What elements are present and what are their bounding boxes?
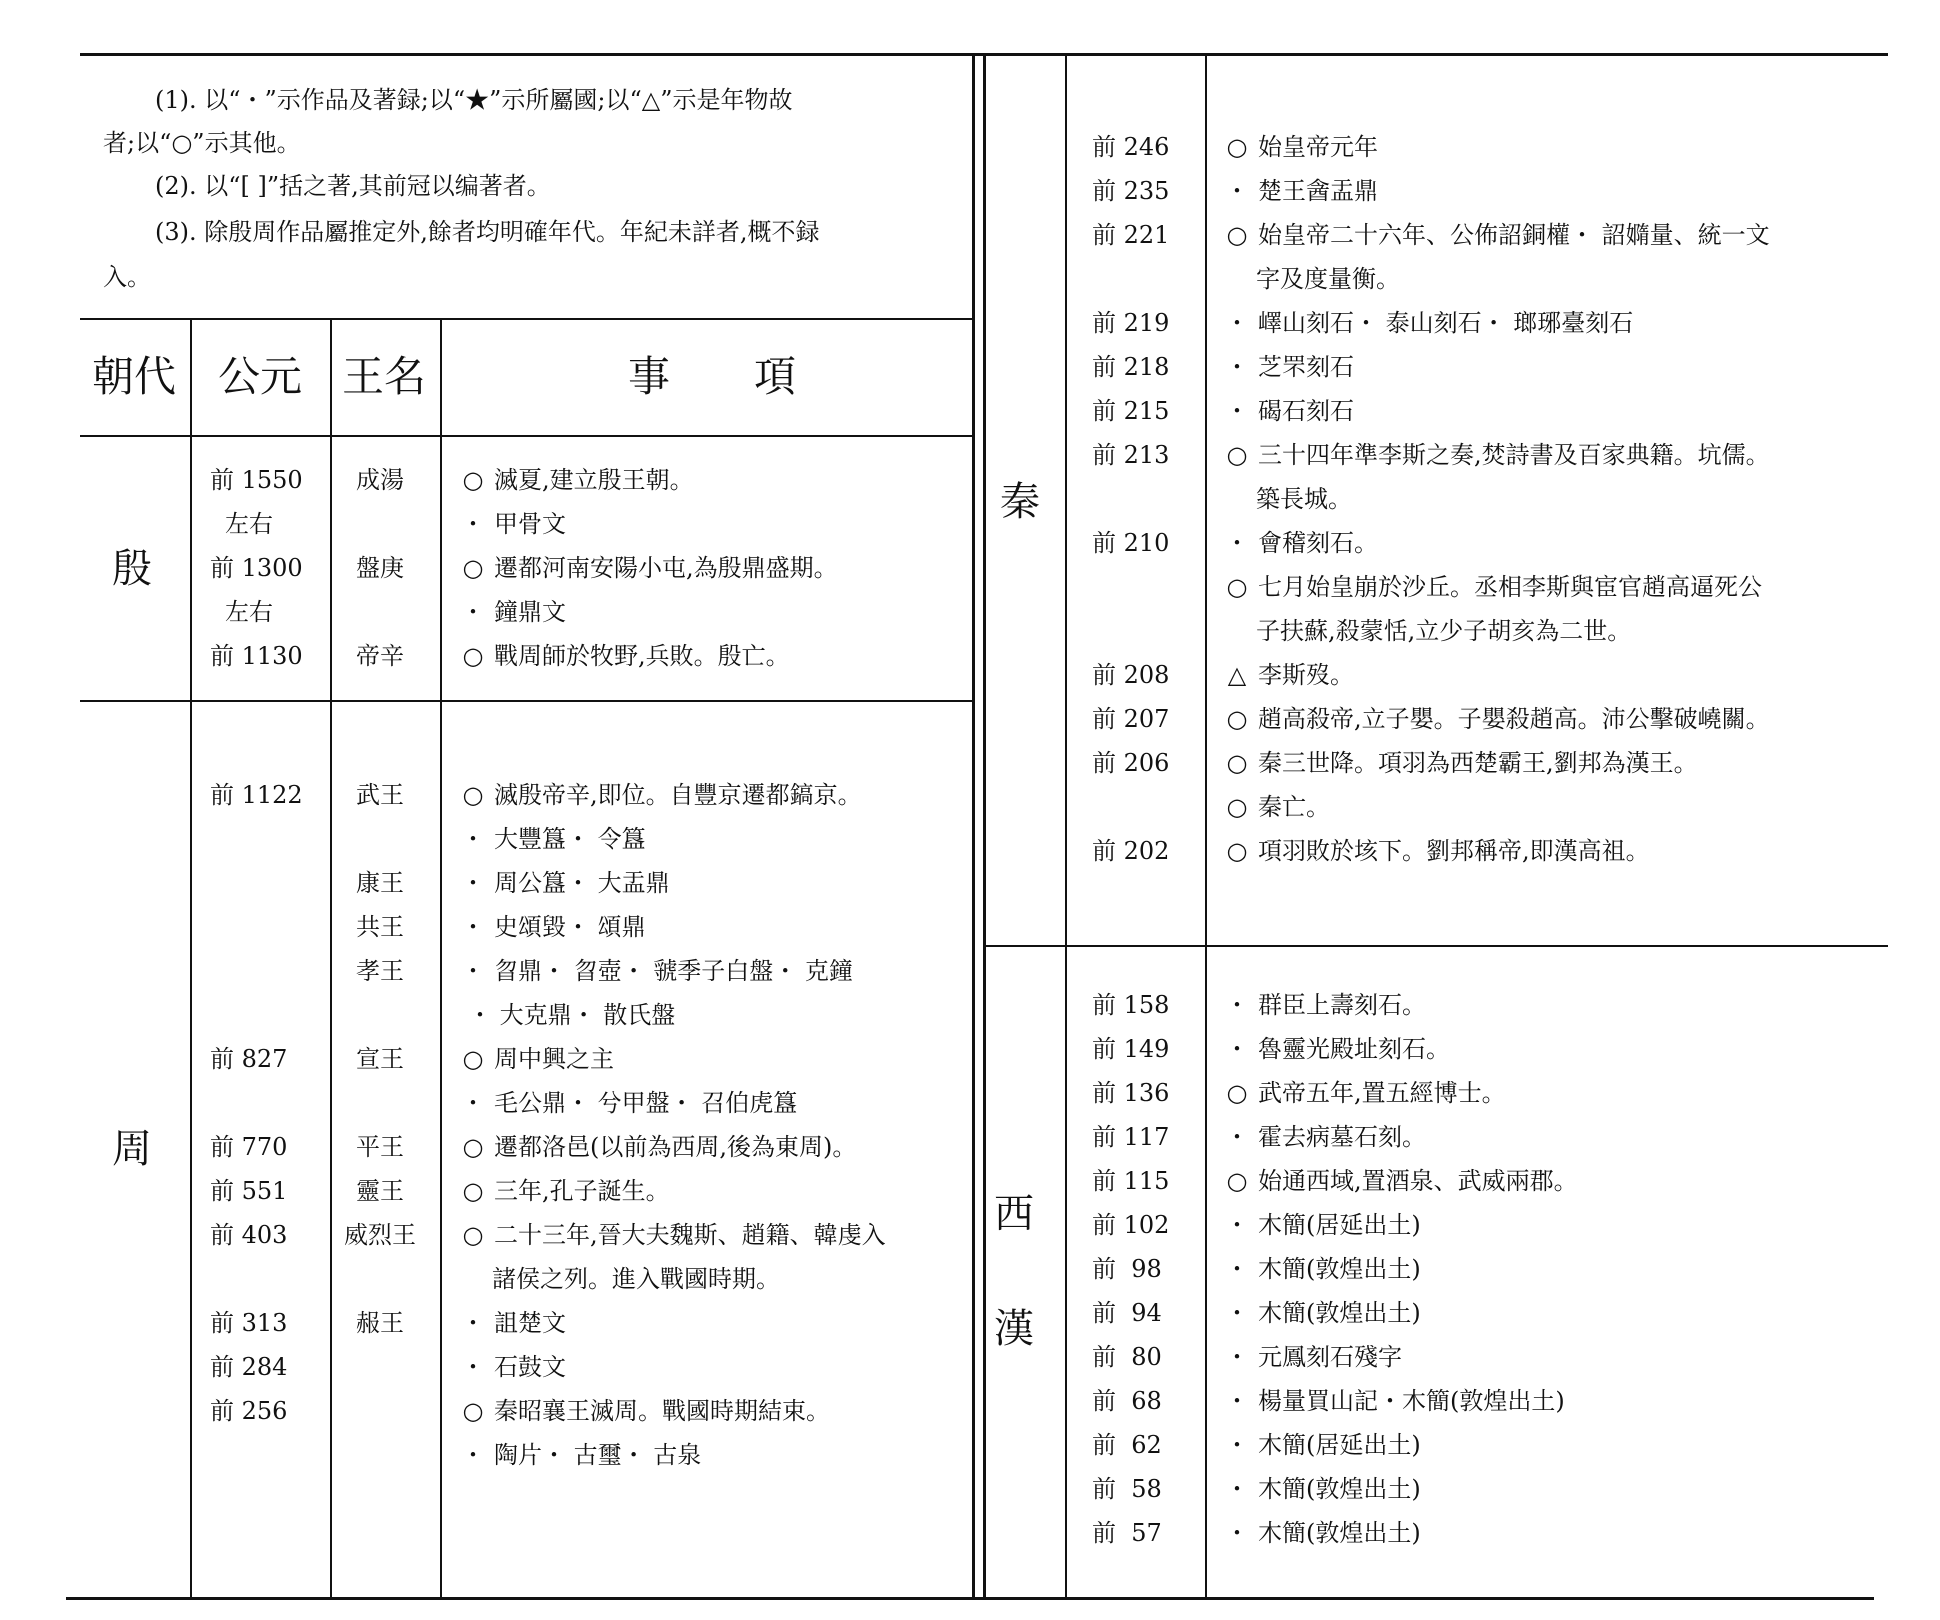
event-text: 子扶蘇,殺蒙恬,立少子胡亥為二世。 bbox=[1256, 617, 1632, 645]
event-text: 木簡(敦煌出土) bbox=[1258, 1255, 1421, 1283]
center-divider-a bbox=[972, 55, 975, 1599]
event-symbol: ・ bbox=[1225, 1475, 1249, 1503]
event-symbol: ・ bbox=[1225, 353, 1249, 381]
header-king: 王名 bbox=[342, 352, 427, 401]
year-cell: 前 246 bbox=[1092, 133, 1170, 161]
event-cell bbox=[458, 1308, 566, 1338]
event-cell bbox=[1222, 440, 1770, 470]
event-cell bbox=[458, 1176, 670, 1206]
event-symbol: ○ bbox=[462, 1133, 484, 1161]
event-cell bbox=[458, 1088, 797, 1118]
king-cell: 靈王 bbox=[356, 1177, 404, 1205]
year-cell: 前 219 bbox=[1092, 309, 1170, 337]
event-text: 始皇帝二十六年、公佈詔銅權・ 詔嫷量、統一文 bbox=[1258, 221, 1770, 249]
event-text: 魯靈光殿址刻石。 bbox=[1258, 1035, 1450, 1063]
event-symbol: ・ bbox=[1225, 1343, 1249, 1371]
dynasty-xihan-2: 漢 bbox=[994, 1306, 1034, 1352]
year-cell: 前 551 bbox=[210, 1177, 288, 1205]
event-cell bbox=[1222, 1474, 1421, 1504]
event-text: 三十四年準李斯之奏,焚詩書及百家典籍。坑儒。 bbox=[1258, 441, 1770, 469]
event-cell bbox=[1222, 396, 1354, 426]
event-text: 史頌毀・ 頌鼎 bbox=[494, 913, 646, 941]
event-cell bbox=[1222, 660, 1354, 690]
king-cell: 康王 bbox=[356, 869, 404, 897]
event-symbol: ・ bbox=[1225, 1123, 1249, 1151]
year-cell: 前 62 bbox=[1092, 1431, 1162, 1459]
event-cell bbox=[1222, 1386, 1565, 1416]
king-cell: 平王 bbox=[356, 1133, 404, 1161]
year-cell: 前 117 bbox=[1092, 1123, 1170, 1151]
event-text: 詛楚文 bbox=[494, 1309, 566, 1337]
year-cell: 前 136 bbox=[1092, 1079, 1170, 1107]
event-symbol: ・ bbox=[461, 598, 485, 626]
year-cell: 前 102 bbox=[1092, 1211, 1170, 1239]
event-symbol: ○ bbox=[1226, 1079, 1248, 1107]
event-text: 石鼓文 bbox=[494, 1353, 566, 1381]
event-text: 秦三世降。項羽為西楚霸王,劉邦為漢王。 bbox=[1258, 749, 1698, 777]
year-cell: 前 149 bbox=[1092, 1035, 1170, 1063]
event-cell bbox=[1222, 352, 1354, 382]
event-symbol: ○ bbox=[1226, 573, 1248, 601]
event-cell bbox=[458, 1220, 886, 1250]
event-text: 木簡(居延出土) bbox=[1258, 1211, 1421, 1239]
event-cell bbox=[458, 1000, 675, 1030]
king-cell: 盤庚 bbox=[356, 554, 404, 582]
event-cell bbox=[1222, 1166, 1578, 1196]
event-text: 始皇帝元年 bbox=[1258, 133, 1378, 161]
year-cell: 前 98 bbox=[1092, 1255, 1162, 1283]
event-cell bbox=[458, 509, 566, 539]
event-cell bbox=[1222, 704, 1770, 734]
year-cell: 前 770 bbox=[210, 1133, 288, 1161]
header-year: 公元 bbox=[218, 352, 303, 401]
event-symbol: ○ bbox=[462, 1221, 484, 1249]
event-cell bbox=[1222, 264, 1400, 294]
event-symbol: ・ bbox=[1225, 397, 1249, 425]
year-cell: 前 235 bbox=[1092, 177, 1170, 205]
center-divider-b bbox=[983, 55, 986, 1599]
event-symbol: ○ bbox=[1226, 705, 1248, 733]
left-col-rule-3 bbox=[440, 318, 442, 1599]
dynasty-xihan-1: 西 bbox=[994, 1191, 1034, 1237]
event-text: 諸侯之列。進入戰國時期。 bbox=[492, 1265, 780, 1293]
year-cell: 前 1122 bbox=[210, 781, 303, 809]
year-cell: 前 218 bbox=[1092, 353, 1170, 381]
event-symbol: ○ bbox=[462, 781, 484, 809]
event-symbol: ・ bbox=[461, 1309, 485, 1337]
event-cell bbox=[1222, 1430, 1421, 1460]
event-cell bbox=[458, 868, 670, 898]
event-symbol: ○ bbox=[1226, 749, 1248, 777]
event-cell bbox=[1222, 616, 1631, 646]
year-cell: 前 256 bbox=[210, 1397, 288, 1425]
king-cell: 孝王 bbox=[356, 957, 404, 985]
event-cell bbox=[1222, 748, 1698, 778]
event-cell bbox=[1222, 220, 1770, 250]
year-cell: 前 115 bbox=[1092, 1167, 1170, 1195]
king-cell: 武王 bbox=[356, 781, 404, 809]
event-text: 遷都洛邑(以前為西周,後為東周)。 bbox=[494, 1133, 857, 1161]
event-text: 芝罘刻石 bbox=[1258, 353, 1354, 381]
year-cell: 前 215 bbox=[1092, 397, 1170, 425]
event-cell bbox=[1222, 1210, 1421, 1240]
qin-han-rule bbox=[985, 945, 1888, 947]
event-cell bbox=[1222, 528, 1378, 558]
year-cell: 前 213 bbox=[1092, 441, 1170, 469]
header-dynasty: 朝代 bbox=[92, 352, 177, 401]
event-text: 遷都河南安陽小屯,為殷鼎盛期。 bbox=[494, 554, 838, 582]
event-text: 木簡(敦煌出土) bbox=[1258, 1475, 1421, 1503]
event-text: 七月始皇崩於沙丘。丞相李斯與宦官趙高逼死公 bbox=[1258, 573, 1762, 601]
event-cell bbox=[458, 465, 694, 495]
year-cell: 前 58 bbox=[1092, 1475, 1162, 1503]
king-cell: 共王 bbox=[356, 913, 404, 941]
event-symbol: ・ bbox=[1225, 177, 1249, 205]
dynasty-qin: 秦 bbox=[1000, 479, 1040, 525]
event-text: ・ 大克鼎・ 散氏盤 bbox=[468, 1001, 676, 1029]
year-cell: 前 827 bbox=[210, 1045, 288, 1073]
event-cell bbox=[458, 597, 566, 627]
event-symbol: ○ bbox=[1226, 793, 1248, 821]
event-text: 鐘鼎文 bbox=[494, 598, 566, 626]
dynasty-yin: 殷 bbox=[112, 546, 152, 592]
event-symbol: ○ bbox=[1226, 133, 1248, 161]
left-col-rule-1 bbox=[190, 318, 192, 1599]
year-cell: 前 57 bbox=[1092, 1519, 1162, 1547]
event-cell bbox=[1222, 792, 1330, 822]
event-symbol: ・ bbox=[461, 1089, 485, 1117]
event-symbol: ・ bbox=[1225, 1211, 1249, 1239]
event-cell bbox=[458, 1132, 856, 1162]
year-cell: 前 313 bbox=[210, 1309, 288, 1337]
event-symbol: ・ bbox=[461, 913, 485, 941]
event-cell bbox=[1222, 836, 1650, 866]
year-cell: 左右 bbox=[225, 598, 273, 626]
event-cell bbox=[1222, 1254, 1421, 1284]
event-text: 字及度量衡。 bbox=[1256, 265, 1400, 293]
event-symbol: ・ bbox=[461, 1441, 485, 1469]
bottom-rule bbox=[66, 1597, 1874, 1600]
event-cell bbox=[458, 1264, 780, 1294]
event-symbol: ○ bbox=[462, 466, 484, 494]
event-cell bbox=[1222, 1122, 1426, 1152]
event-text: 周中興之主 bbox=[494, 1045, 614, 1073]
event-symbol: ・ bbox=[461, 510, 485, 538]
event-cell bbox=[458, 956, 853, 986]
year-cell: 前 158 bbox=[1092, 991, 1170, 1019]
king-cell: 帝辛 bbox=[356, 642, 404, 670]
event-symbol: ・ bbox=[1225, 1299, 1249, 1327]
year-cell: 左右 bbox=[225, 510, 273, 538]
event-text: 木簡(敦煌出土) bbox=[1258, 1299, 1421, 1327]
king-cell: 成湯 bbox=[356, 466, 404, 494]
left-col-rule-2 bbox=[330, 318, 332, 1599]
event-cell bbox=[1222, 132, 1378, 162]
event-cell bbox=[1222, 308, 1633, 338]
event-cell bbox=[1222, 1298, 1421, 1328]
header-events: 事 項 bbox=[628, 352, 797, 401]
note-1-line-1: (1). 以“・”示作品及著録;以“★”示所屬國;以“△”示是年物故 bbox=[155, 86, 793, 114]
event-cell bbox=[1222, 1518, 1421, 1548]
event-symbol: ○ bbox=[1226, 1167, 1248, 1195]
event-symbol: ・ bbox=[1225, 991, 1249, 1019]
year-cell: 前 68 bbox=[1092, 1387, 1162, 1415]
year-cell: 前 1550 bbox=[210, 466, 303, 494]
event-text: 始通西域,置酒泉、武威兩郡。 bbox=[1258, 1167, 1578, 1195]
event-cell bbox=[458, 912, 646, 942]
event-symbol: ・ bbox=[1225, 1255, 1249, 1283]
event-text: 三年,孔子誕生。 bbox=[494, 1177, 670, 1205]
event-text: 曶鼎・ 曶壺・ 虢季子白盤・ 克鐘 bbox=[494, 957, 853, 985]
event-text: 木簡(居延出土) bbox=[1258, 1431, 1421, 1459]
event-cell bbox=[1222, 484, 1352, 514]
event-symbol: ・ bbox=[1225, 1035, 1249, 1063]
event-cell bbox=[458, 1352, 566, 1382]
king-cell: 赧王 bbox=[356, 1309, 404, 1337]
event-cell bbox=[1222, 1078, 1506, 1108]
event-symbol: ○ bbox=[462, 642, 484, 670]
year-cell: 前 206 bbox=[1092, 749, 1170, 777]
event-symbol: ・ bbox=[461, 869, 485, 897]
king-cell: 宣王 bbox=[356, 1045, 404, 1073]
event-cell bbox=[458, 1396, 830, 1426]
event-symbol: △ bbox=[1227, 661, 1247, 689]
king-cell: 威烈王 bbox=[344, 1221, 416, 1249]
event-text: 會稽刻石。 bbox=[1258, 529, 1378, 557]
event-cell bbox=[1222, 176, 1378, 206]
event-text: 陶片・ 古璽・ 古泉 bbox=[494, 1441, 702, 1469]
event-symbol: ・ bbox=[1225, 309, 1249, 337]
event-cell bbox=[458, 824, 646, 854]
event-symbol: ○ bbox=[1226, 837, 1248, 865]
event-text: 毛公鼎・ 兮甲盤・ 召伯虎簋 bbox=[494, 1089, 798, 1117]
event-cell bbox=[1222, 990, 1426, 1020]
event-cell bbox=[458, 553, 838, 583]
event-cell bbox=[458, 641, 790, 671]
event-text: 群臣上壽刻石。 bbox=[1258, 991, 1426, 1019]
event-text: 甲骨文 bbox=[494, 510, 566, 538]
header-top-rule bbox=[80, 318, 972, 320]
right-col-rule-1 bbox=[1065, 55, 1067, 1599]
event-text: 築長城。 bbox=[1256, 485, 1352, 513]
event-symbol: ・ bbox=[1225, 1431, 1249, 1459]
event-cell bbox=[458, 1440, 701, 1470]
event-text: 嶧山刻石・ 泰山刻石・ 瑯琊臺刻石 bbox=[1258, 309, 1634, 337]
year-cell: 前 1130 bbox=[210, 642, 303, 670]
event-text: 木簡(敦煌出土) bbox=[1258, 1519, 1421, 1547]
event-symbol: ○ bbox=[1226, 221, 1248, 249]
event-text: 大豐簋・ 令簋 bbox=[494, 825, 646, 853]
header-bottom-rule bbox=[80, 435, 972, 437]
year-cell: 前 1300 bbox=[210, 554, 303, 582]
note-1-line-2: 者;以“○”示其他。 bbox=[103, 129, 301, 157]
event-cell bbox=[458, 780, 862, 810]
event-cell bbox=[1222, 1342, 1402, 1372]
event-symbol: ・ bbox=[1225, 1519, 1249, 1547]
year-cell: 前 221 bbox=[1092, 221, 1170, 249]
event-text: 滅夏,建立殷王朝。 bbox=[494, 466, 694, 494]
event-symbol: ○ bbox=[462, 1045, 484, 1073]
event-text: 項羽敗於垓下。劉邦稱帝,即漢高祖。 bbox=[1258, 837, 1650, 865]
event-text: 秦昭襄王滅周。戰國時期結束。 bbox=[494, 1397, 830, 1425]
year-cell: 前 202 bbox=[1092, 837, 1170, 865]
event-cell bbox=[1222, 1034, 1450, 1064]
event-symbol: ○ bbox=[1226, 441, 1248, 469]
event-symbol: ○ bbox=[462, 1397, 484, 1425]
year-cell: 前 94 bbox=[1092, 1299, 1162, 1327]
event-symbol: ・ bbox=[461, 957, 485, 985]
event-symbol: ・ bbox=[461, 825, 485, 853]
year-cell: 前 80 bbox=[1092, 1343, 1162, 1371]
event-text: 武帝五年,置五經博士。 bbox=[1258, 1079, 1506, 1107]
event-symbol: ・ bbox=[1225, 1387, 1249, 1415]
event-text: 秦亡。 bbox=[1258, 793, 1330, 821]
event-text: 周公簋・ 大盂鼎 bbox=[494, 869, 670, 897]
event-text: 滅殷帝辛,即位。自豐京遷都鎬京。 bbox=[494, 781, 862, 809]
year-cell: 前 207 bbox=[1092, 705, 1170, 733]
event-symbol: ○ bbox=[462, 1177, 484, 1205]
event-cell bbox=[458, 1044, 614, 1074]
event-text: 楚王酓盂鼎 bbox=[1258, 177, 1378, 205]
note-2: (2). 以“[ ]”括之著,其前冠以编著者。 bbox=[155, 172, 551, 200]
yin-zhou-rule bbox=[80, 700, 972, 702]
event-cell bbox=[1222, 572, 1762, 602]
event-symbol: ・ bbox=[1225, 529, 1249, 557]
event-symbol: ・ bbox=[461, 1353, 485, 1381]
event-text: 碣石刻石 bbox=[1258, 397, 1354, 425]
event-text: 元鳳刻石殘字 bbox=[1258, 1343, 1402, 1371]
event-text: 李斯歿。 bbox=[1258, 661, 1354, 689]
note-3-line-1: (3). 除殷周作品屬推定外,餘者均明確年代。年紀未詳者,概不録 bbox=[155, 218, 820, 246]
event-text: 戰周師於牧野,兵敗。殷亡。 bbox=[494, 642, 790, 670]
event-text: 楊量買山記・木簡(敦煌出土) bbox=[1258, 1387, 1565, 1415]
right-col-rule-2 bbox=[1205, 55, 1207, 1599]
event-text: 二十三年,晉大夫魏斯、趙籍、韓虔入 bbox=[494, 1221, 886, 1249]
year-cell: 前 208 bbox=[1092, 661, 1170, 689]
event-text: 趙高殺帝,立子嬰。子嬰殺趙高。沛公擊破嶢關。 bbox=[1258, 705, 1770, 733]
year-cell: 前 284 bbox=[210, 1353, 288, 1381]
year-cell: 前 403 bbox=[210, 1221, 288, 1249]
note-3-line-2: 入。 bbox=[103, 263, 151, 291]
year-cell: 前 210 bbox=[1092, 529, 1170, 557]
dynasty-zhou: 周 bbox=[112, 1126, 152, 1172]
event-symbol: ○ bbox=[462, 554, 484, 582]
event-text: 霍去病墓石刻。 bbox=[1258, 1123, 1426, 1151]
